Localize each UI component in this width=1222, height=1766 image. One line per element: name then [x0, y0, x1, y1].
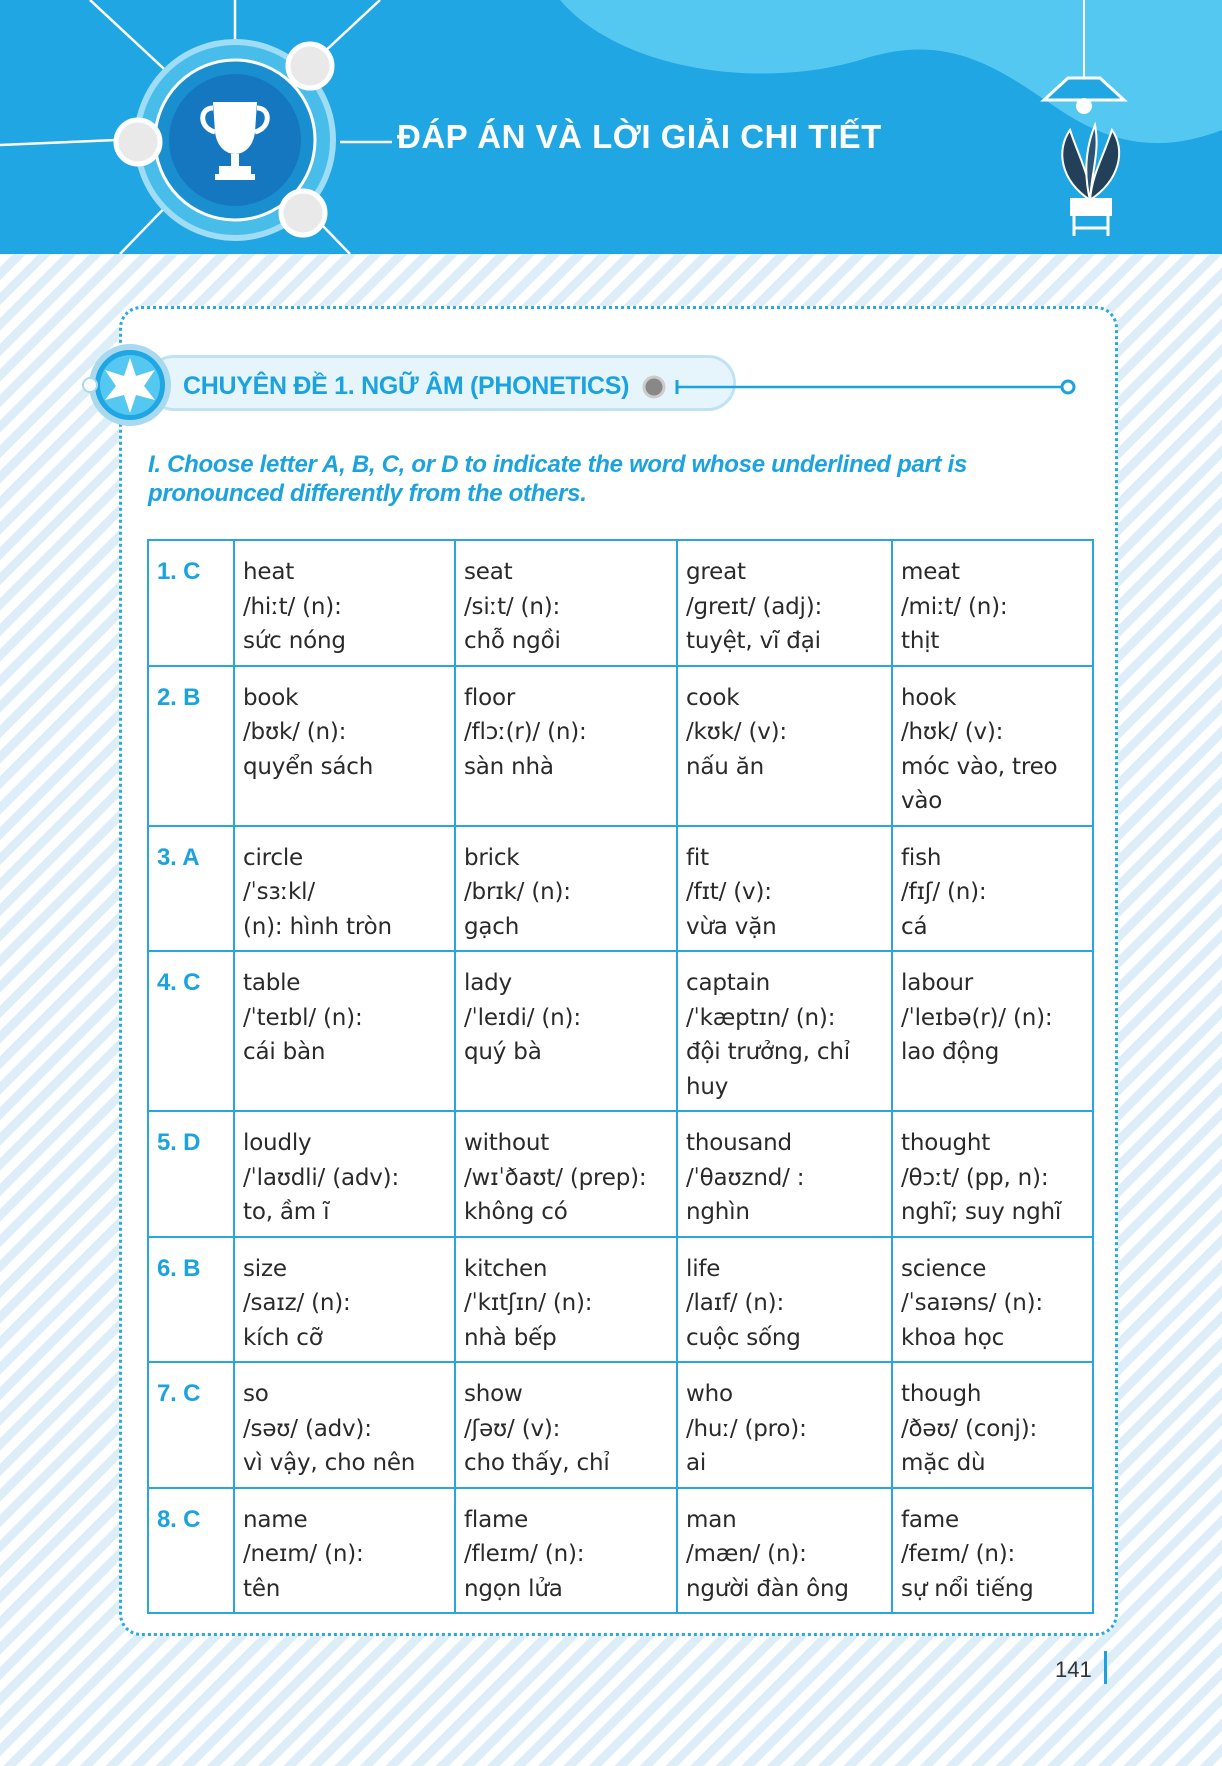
word-cell — [455, 1237, 677, 1363]
answer-number: 1. C — [148, 540, 234, 666]
cell-phonetic: /brɪk/ (n): — [464, 879, 571, 905]
cell-word: man — [686, 1506, 737, 1533]
cell-word: circle — [243, 844, 303, 871]
topic-rule — [642, 372, 1082, 402]
cell-phonetic: /laɪf/ (n): — [686, 1290, 785, 1316]
answer-number: 5. D — [148, 1111, 234, 1237]
cell-meaning: không có — [464, 1199, 568, 1225]
cell-phonetic: /flɔː(r)/ (n): — [464, 719, 587, 745]
page-title: ĐÁP ÁN VÀ LỜI GIẢI CHI TIẾT — [397, 118, 882, 155]
word-cell — [455, 826, 677, 952]
cell-meaning: nhà bếp — [464, 1324, 557, 1351]
cell-phonetic: /fɪt/ (v): — [686, 879, 772, 905]
word-cell — [677, 1111, 892, 1237]
cell-phonetic: /ˈkæptɪn/ (n): — [686, 1004, 836, 1031]
cell-meaning: sự nổi tiếng — [901, 1575, 1034, 1602]
word-cell — [455, 666, 677, 826]
cell-meaning: quyển sách — [243, 753, 374, 780]
cell-phonetic: /saɪz/ (n): — [243, 1290, 351, 1316]
word-cell — [455, 540, 677, 666]
cell-phonetic: /ˈsaɪəns/ (n): — [901, 1290, 1043, 1316]
answer-row — [148, 1237, 1093, 1363]
cell-meaning: thịt — [901, 628, 940, 654]
cell-word: though — [901, 1381, 982, 1407]
cell-word: size — [243, 1255, 287, 1282]
word-cell — [892, 1237, 1093, 1363]
cell-meaning: kích cỡ — [243, 1324, 323, 1351]
word-cell — [892, 1111, 1093, 1237]
cell-meaning: chỗ ngồi — [464, 628, 561, 654]
header-banner — [0, 0, 1222, 254]
cell-meaning: ngọn lửa — [464, 1575, 563, 1602]
topic-header — [86, 352, 686, 422]
word-cell — [455, 951, 677, 1111]
cell-word: flame — [464, 1506, 529, 1533]
word-cell — [892, 826, 1093, 952]
cell-phonetic: /neɪm/ (n): — [243, 1541, 364, 1567]
cell-word: loudly — [243, 1130, 312, 1156]
cell-meaning: gạch — [464, 913, 520, 940]
cell-meaning: quý bà — [464, 1039, 542, 1065]
cell-meaning: nấu ăn — [686, 753, 765, 780]
cell-phonetic: /θɔːt/ (pp, n): — [901, 1164, 1049, 1191]
word-cell — [234, 666, 455, 826]
cell-word: brick — [464, 844, 520, 871]
answer-row — [148, 951, 1093, 1111]
cell-phonetic: /ˈleɪdi/ (n): — [464, 1004, 581, 1031]
cell-phonetic: /siːt/ (n): — [464, 593, 561, 620]
cell-phonetic: /ˈleɪbə(r)/ (n): — [901, 1004, 1053, 1031]
cell-meaning: cho thấy, chỉ — [464, 1450, 610, 1476]
cell-meaning: sức nóng — [243, 628, 346, 654]
cell-word: thought — [901, 1130, 991, 1156]
cell-meaning: nghĩ; suy nghĩ — [901, 1199, 1062, 1225]
star-badge-icon — [82, 340, 172, 430]
answer-table — [147, 539, 1094, 1614]
answer-number: 7. C — [148, 1362, 234, 1488]
cell-phonetic: /miːt/ (n): — [901, 593, 1008, 620]
word-cell — [677, 1362, 892, 1488]
cell-meaning: nghìn — [686, 1199, 750, 1225]
word-cell — [677, 951, 892, 1111]
word-cell — [892, 540, 1093, 666]
page-number: 141 — [1055, 1657, 1092, 1682]
cell-word: book — [243, 684, 299, 711]
answer-row — [148, 1111, 1093, 1237]
cell-meaning: vì vậy, cho nên — [243, 1450, 416, 1476]
cell-meaning: khoa học — [901, 1324, 1005, 1351]
cell-phonetic: /bʊk/ (n): — [243, 719, 347, 745]
cell-phonetic: /ˈsɜːkl/ — [243, 879, 315, 905]
answer-number: 8. C — [148, 1488, 234, 1614]
cell-phonetic: /hiːt/ (n): — [243, 593, 342, 620]
cell-word: seat — [464, 559, 513, 585]
cell-word: show — [464, 1381, 523, 1407]
word-cell — [892, 1488, 1093, 1614]
answer-row — [148, 1362, 1093, 1488]
cell-phonetic: /ɡreɪt/ (adj): — [686, 593, 823, 620]
cell-meaning: người đàn ông — [686, 1575, 849, 1602]
cell-phonetic: /mæn/ (n): — [686, 1541, 807, 1567]
cell-word: who — [686, 1381, 733, 1407]
word-cell — [234, 1362, 455, 1488]
answer-row — [148, 1488, 1093, 1614]
cell-meaning: mặc dù — [901, 1450, 986, 1476]
word-cell — [234, 826, 455, 952]
cell-word: name — [243, 1506, 308, 1533]
word-cell — [455, 1111, 677, 1237]
cell-phonetic: /huː/ (pro): — [686, 1415, 807, 1442]
word-cell — [677, 666, 892, 826]
instruction-text: I. Choose letter A, B, C, or D to indicate the word whose underlined part is pronounced differently from the others. — [148, 451, 968, 507]
cell-meaning: đội trưởng, chỉ huy — [686, 1039, 850, 1100]
cell-phonetic: /ˈteɪbl/ (n): — [243, 1004, 363, 1031]
word-cell — [455, 1362, 677, 1488]
cell-word: meat — [901, 559, 960, 585]
word-cell — [892, 1362, 1093, 1488]
cell-meaning: cuộc sống — [686, 1324, 801, 1351]
answer-number: 3. A — [148, 826, 234, 952]
answer-number: 2. B — [148, 666, 234, 826]
cell-phonetic: /ʃəʊ/ (v): — [464, 1415, 561, 1442]
cell-meaning: ai — [686, 1450, 707, 1476]
cell-word: captain — [686, 970, 771, 996]
answer-row — [148, 540, 1093, 666]
cell-word: labour — [901, 970, 973, 996]
word-cell — [234, 1111, 455, 1237]
cell-word: fish — [901, 844, 942, 871]
cell-phonetic: /ðəʊ/ (conj): — [901, 1415, 1038, 1442]
cell-meaning: móc vào, treo vào — [901, 753, 1058, 814]
word-cell — [455, 1488, 677, 1614]
trophy-icon — [195, 98, 275, 188]
cell-word: table — [243, 970, 301, 996]
word-cell — [234, 951, 455, 1111]
word-cell — [234, 1237, 455, 1363]
cell-meaning: cá — [901, 913, 928, 940]
cell-word: hook — [901, 684, 957, 711]
cell-word: heat — [243, 559, 295, 585]
cell-phonetic: /feɪm/ (n): — [901, 1541, 1016, 1567]
cell-phonetic: /ˈθaʊznd/ : — [686, 1164, 805, 1191]
cell-word: without — [464, 1130, 550, 1156]
cell-phonetic: /ˈkɪtʃɪn/ (n): — [464, 1290, 593, 1316]
page-number-bar — [1104, 1651, 1107, 1684]
cell-meaning: tên — [243, 1575, 281, 1602]
cell-phonetic: /hʊk/ (v): — [901, 719, 1004, 745]
cell-phonetic: /fɪʃ/ (n): — [901, 879, 987, 905]
topic-title: CHUYÊN ĐỀ 1. NGỮ ÂM (PHONETICS) — [183, 372, 630, 400]
cell-meaning: vừa vặn — [686, 913, 777, 940]
word-cell — [892, 666, 1093, 826]
answer-row — [148, 666, 1093, 826]
cell-meaning: tuyệt, vĩ đại — [686, 628, 821, 654]
cell-meaning: lao động — [901, 1039, 1000, 1065]
cell-phonetic: /wɪˈðaʊt/ (prep): — [464, 1164, 647, 1191]
cell-meaning: sàn nhà — [464, 753, 554, 780]
cell-word: kitchen — [464, 1255, 548, 1282]
cell-word: cook — [686, 684, 740, 711]
cell-meaning: to, ầm ĩ — [243, 1199, 330, 1225]
cell-word: science — [901, 1255, 987, 1282]
word-cell — [892, 951, 1093, 1111]
cell-phonetic: /fleɪm/ (n): — [464, 1541, 585, 1567]
answer-number: 6. B — [148, 1237, 234, 1363]
cell-word: great — [686, 559, 746, 585]
answer-number: 4. C — [148, 951, 234, 1111]
cell-phonetic: /kʊk/ (v): — [686, 719, 787, 745]
cell-meaning: cái bàn — [243, 1039, 326, 1065]
cell-word: floor — [464, 684, 516, 711]
cell-phonetic: /ˈlaʊdli/ (adv): — [243, 1164, 400, 1191]
cell-word: thousand — [686, 1130, 792, 1156]
cell-word: fit — [686, 844, 709, 871]
answer-row — [148, 826, 1093, 952]
cell-phonetic: /səʊ/ (adv): — [243, 1415, 372, 1442]
word-cell — [677, 1237, 892, 1363]
word-cell — [234, 1488, 455, 1614]
word-cell — [677, 540, 892, 666]
cell-meaning: (n): hình tròn — [243, 913, 392, 940]
word-cell — [234, 540, 455, 666]
cell-word: so — [243, 1381, 269, 1407]
word-cell — [677, 826, 892, 952]
word-cell — [677, 1488, 892, 1614]
cell-word: fame — [901, 1506, 959, 1533]
cell-word: lady — [464, 970, 512, 996]
cell-word: life — [686, 1255, 721, 1282]
